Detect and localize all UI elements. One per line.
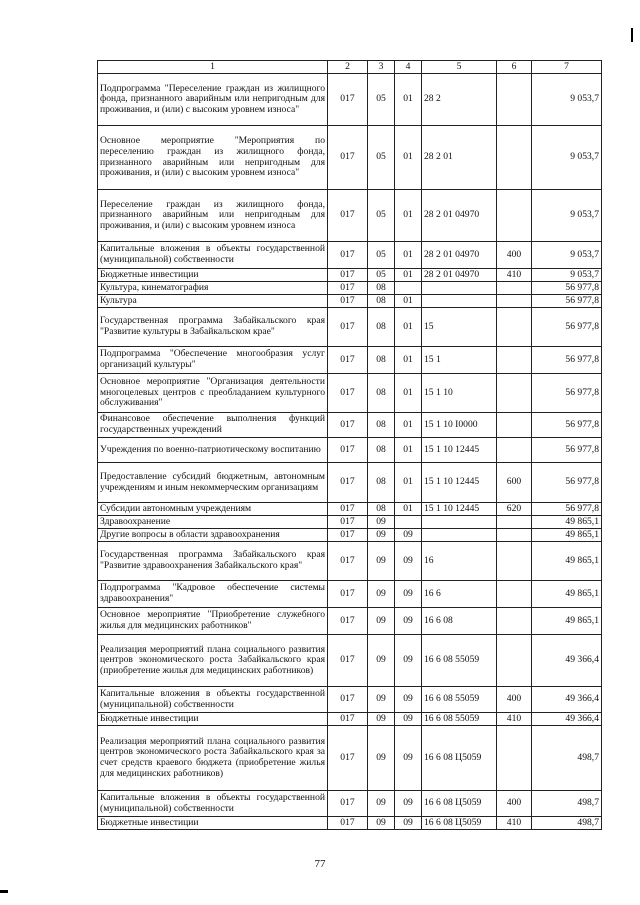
row-name-cell: Культура <box>98 295 328 308</box>
table-row <box>98 516 602 529</box>
row-name-cell: Государственная программа Забайкальского края "Развитие здравоохранения Забайкальского края" <box>98 542 328 581</box>
row-name-cell: Учреждения по военно-патриотическому воспитанию <box>98 438 328 463</box>
row-name-cell: Культура, кинематография <box>98 282 328 295</box>
target-article-cell: 16 <box>422 542 497 581</box>
expense-type-cell <box>497 581 532 608</box>
table-row <box>98 503 602 516</box>
table-row <box>98 687 602 713</box>
scan-artifact <box>631 28 633 42</box>
target-article-cell <box>422 529 497 542</box>
table-header-row <box>98 61 602 74</box>
row-name-cell: Субсидии автономным учреждениям <box>98 503 328 516</box>
table-row <box>98 438 602 463</box>
subsection-cell: 01 <box>395 308 422 347</box>
target-article-cell: 15 1 10 I0000 <box>422 413 497 438</box>
table-row <box>98 308 602 347</box>
row-name-cell: Капитальные вложения в объекты государственной (муниципальной) собственности <box>98 687 328 713</box>
table-row <box>98 282 602 295</box>
subsection-cell: 01 <box>395 126 422 190</box>
target-article-cell <box>422 516 497 529</box>
expense-type-cell <box>497 413 532 438</box>
target-article-cell: 16 6 08 Ц5059 <box>422 817 497 830</box>
gov-code-cell: 017 <box>328 413 368 438</box>
subsection-cell: 09 <box>395 687 422 713</box>
expense-type-cell: 620 <box>497 503 532 516</box>
amount-cell: 498,7 <box>532 726 602 791</box>
row-name-cell: Финансовое обеспечение выполнения функций государственных учреждений <box>98 413 328 438</box>
subsection-cell: 09 <box>395 791 422 817</box>
subsection-cell: 01 <box>395 242 422 269</box>
header-cell: 7 <box>532 61 602 74</box>
amount-cell: 9 053,7 <box>532 242 602 269</box>
section-cell: 08 <box>368 282 395 295</box>
table-row <box>98 413 602 438</box>
row-name-cell: Бюджетные инвестиции <box>98 269 328 282</box>
header-cell: 2 <box>328 61 368 74</box>
table-row <box>98 791 602 817</box>
expense-type-cell <box>497 308 532 347</box>
subsection-cell: 09 <box>395 817 422 830</box>
expense-type-cell <box>497 635 532 687</box>
subsection-cell: 01 <box>395 413 422 438</box>
target-article-cell <box>422 282 497 295</box>
gov-code-cell: 017 <box>328 295 368 308</box>
amount-cell: 9 053,7 <box>532 269 602 282</box>
subsection-cell: 01 <box>395 295 422 308</box>
row-name-cell: Основное мероприятие "Приобретение служебного жилья для медицинских работников" <box>98 608 328 635</box>
gov-code-cell: 017 <box>328 347 368 374</box>
row-name-cell: Реализация мероприятий плана социального развития центров экономического роста Забайкальского края (приобретение жилья для медицинских работников) <box>98 635 328 687</box>
section-cell: 08 <box>368 438 395 463</box>
expense-type-cell <box>497 529 532 542</box>
target-article-cell: 28 2 01 <box>422 126 497 190</box>
amount-cell: 49 865,1 <box>532 581 602 608</box>
gov-code-cell: 017 <box>328 529 368 542</box>
row-name-cell: Бюджетные инвестиции <box>98 817 328 830</box>
amount-cell: 9 053,7 <box>532 74 602 126</box>
section-cell: 05 <box>368 74 395 126</box>
gov-code-cell: 017 <box>328 438 368 463</box>
gov-code-cell: 017 <box>328 242 368 269</box>
row-name-cell: Здравоохранение <box>98 516 328 529</box>
row-name-cell: Капитальные вложения в объекты государственной (муниципальной) собственности <box>98 791 328 817</box>
subsection-cell: 01 <box>395 374 422 413</box>
amount-cell: 56 977,8 <box>532 413 602 438</box>
amount-cell: 49 865,1 <box>532 608 602 635</box>
expense-type-cell <box>497 190 532 242</box>
expense-type-cell <box>497 438 532 463</box>
amount-cell: 498,7 <box>532 791 602 817</box>
row-name-cell: Реализация мероприятий плана социального развития центров экономического роста Забайкальского края за счет средств краевого бюджета (приобретение жилья для медицинских работников) <box>98 726 328 791</box>
row-name-cell: Основное мероприятие "Мероприятия по переселению граждан из жилищного фонда, признанного аварийным или непригодным для проживания, и (или) с высоким уровнем износа" <box>98 126 328 190</box>
subsection-cell: 09 <box>395 726 422 791</box>
amount-cell: 56 977,8 <box>532 438 602 463</box>
subsection-cell: 09 <box>395 608 422 635</box>
amount-cell: 56 977,8 <box>532 308 602 347</box>
gov-code-cell: 017 <box>328 282 368 295</box>
target-article-cell: 15 1 10 <box>422 374 497 413</box>
subsection-cell: 01 <box>395 74 422 126</box>
table-row <box>98 269 602 282</box>
section-cell: 09 <box>368 529 395 542</box>
expense-type-cell: 410 <box>497 817 532 830</box>
table-row <box>98 542 602 581</box>
header-cell: 3 <box>368 61 395 74</box>
amount-cell: 49 366,4 <box>532 687 602 713</box>
section-cell: 08 <box>368 295 395 308</box>
gov-code-cell: 017 <box>328 791 368 817</box>
section-cell: 05 <box>368 269 395 282</box>
amount-cell: 56 977,8 <box>532 503 602 516</box>
amount-cell: 56 977,8 <box>532 347 602 374</box>
table-row <box>98 726 602 791</box>
row-name-cell: Подпрограмма "Кадровое обеспечение системы здравоохранения" <box>98 581 328 608</box>
table-row <box>98 347 602 374</box>
gov-code-cell: 017 <box>328 74 368 126</box>
amount-cell: 56 977,8 <box>532 295 602 308</box>
section-cell: 08 <box>368 347 395 374</box>
row-name-cell: Переселение граждан из жилищного фонда, признанного аварийным или непригодным для проживания, и (или) с высоким уровнем износа <box>98 190 328 242</box>
gov-code-cell: 017 <box>328 463 368 503</box>
subsection-cell: 09 <box>395 713 422 726</box>
amount-cell: 56 977,8 <box>532 463 602 503</box>
table-row <box>98 529 602 542</box>
subsection-cell <box>395 282 422 295</box>
amount-cell: 56 977,8 <box>532 282 602 295</box>
row-name-cell: Основное мероприятие "Организация деятельности многоцелевых центров с преобладанием культурного обслуживания" <box>98 374 328 413</box>
subsection-cell: 09 <box>395 635 422 687</box>
section-cell: 09 <box>368 542 395 581</box>
expense-type-cell <box>497 295 532 308</box>
row-name-cell: Бюджетные инвестиции <box>98 713 328 726</box>
expense-type-cell <box>497 516 532 529</box>
expense-type-cell <box>497 542 532 581</box>
section-cell: 05 <box>368 190 395 242</box>
amount-cell: 498,7 <box>532 817 602 830</box>
table-row <box>98 581 602 608</box>
row-name-cell: Капитальные вложения в объекты государственной (муниципальной) собственности <box>98 242 328 269</box>
expense-type-cell <box>497 608 532 635</box>
target-article-cell: 16 6 08 55059 <box>422 687 497 713</box>
subsection-cell: 01 <box>395 190 422 242</box>
header-cell: 4 <box>395 61 422 74</box>
section-cell: 09 <box>368 713 395 726</box>
gov-code-cell: 017 <box>328 726 368 791</box>
target-article-cell: 28 2 01 04970 <box>422 242 497 269</box>
section-cell: 09 <box>368 635 395 687</box>
table-row <box>98 190 602 242</box>
table-row <box>98 713 602 726</box>
subsection-cell: 09 <box>395 581 422 608</box>
gov-code-cell: 017 <box>328 817 368 830</box>
table-row <box>98 608 602 635</box>
target-article-cell: 16 6 08 55059 <box>422 713 497 726</box>
section-cell: 09 <box>368 791 395 817</box>
expense-type-cell <box>497 374 532 413</box>
subsection-cell: 09 <box>395 542 422 581</box>
section-cell: 09 <box>368 726 395 791</box>
header-cell: 1 <box>98 61 328 74</box>
section-cell: 08 <box>368 503 395 516</box>
amount-cell: 49 366,4 <box>532 713 602 726</box>
expense-type-cell: 410 <box>497 269 532 282</box>
target-article-cell: 16 6 08 Ц5059 <box>422 726 497 791</box>
gov-code-cell: 017 <box>328 581 368 608</box>
gov-code-cell: 017 <box>328 687 368 713</box>
subsection-cell: 01 <box>395 347 422 374</box>
amount-cell: 49 865,1 <box>532 516 602 529</box>
gov-code-cell: 017 <box>328 635 368 687</box>
target-article-cell: 15 1 10 12445 <box>422 438 497 463</box>
amount-cell: 56 977,8 <box>532 374 602 413</box>
header-cell: 5 <box>422 61 497 74</box>
section-cell: 09 <box>368 817 395 830</box>
expense-type-cell <box>497 726 532 791</box>
subsection-cell: 01 <box>395 269 422 282</box>
section-cell: 09 <box>368 608 395 635</box>
table-row <box>98 374 602 413</box>
expense-type-cell: 600 <box>497 463 532 503</box>
expense-type-cell: 400 <box>497 791 532 817</box>
subsection-cell: 01 <box>395 438 422 463</box>
target-article-cell: 16 6 08 Ц5059 <box>422 791 497 817</box>
gov-code-cell: 017 <box>328 126 368 190</box>
expense-type-cell <box>497 347 532 374</box>
table-row <box>98 635 602 687</box>
expense-type-cell <box>497 74 532 126</box>
table-row <box>98 817 602 830</box>
target-article-cell: 15 <box>422 308 497 347</box>
row-name-cell: Предоставление субсидий бюджетным, автономным учреждениям и иным некоммерческим организациям <box>98 463 328 503</box>
target-article-cell: 15 1 <box>422 347 497 374</box>
page-number: 77 <box>314 858 326 870</box>
expense-type-cell <box>497 126 532 190</box>
target-article-cell: 16 6 08 55059 <box>422 635 497 687</box>
subsection-cell: 01 <box>395 463 422 503</box>
section-cell: 05 <box>368 126 395 190</box>
target-article-cell <box>422 295 497 308</box>
gov-code-cell: 017 <box>328 190 368 242</box>
gov-code-cell: 017 <box>328 269 368 282</box>
target-article-cell: 28 2 01 04970 <box>422 190 497 242</box>
expense-type-cell <box>497 282 532 295</box>
amount-cell: 9 053,7 <box>532 126 602 190</box>
budget-table <box>97 60 602 830</box>
header-cell: 6 <box>497 61 532 74</box>
amount-cell: 49 366,4 <box>532 635 602 687</box>
expense-type-cell: 400 <box>497 242 532 269</box>
section-cell: 09 <box>368 687 395 713</box>
scan-artifact <box>0 890 8 893</box>
gov-code-cell: 017 <box>328 608 368 635</box>
table-row <box>98 74 602 126</box>
expense-type-cell: 410 <box>497 713 532 726</box>
subsection-cell <box>395 516 422 529</box>
table-row <box>98 242 602 269</box>
row-name-cell: Подпрограмма "Обеспечение многообразия услуг организаций культуры" <box>98 347 328 374</box>
amount-cell: 49 865,1 <box>532 529 602 542</box>
section-cell: 09 <box>368 516 395 529</box>
gov-code-cell: 017 <box>328 308 368 347</box>
gov-code-cell: 017 <box>328 516 368 529</box>
subsection-cell: 01 <box>395 503 422 516</box>
target-article-cell: 16 6 08 <box>422 608 497 635</box>
table-row <box>98 295 602 308</box>
amount-cell: 9 053,7 <box>532 190 602 242</box>
subsection-cell: 09 <box>395 529 422 542</box>
target-article-cell: 28 2 01 04970 <box>422 269 497 282</box>
gov-code-cell: 017 <box>328 374 368 413</box>
target-article-cell: 15 1 10 12445 <box>422 503 497 516</box>
row-name-cell: Подпрограмма "Переселение граждан из жилищного фонда, признанного аварийным или непригодным для проживания, и (или) с высоким уровнем износа" <box>98 74 328 126</box>
section-cell: 09 <box>368 581 395 608</box>
section-cell: 08 <box>368 413 395 438</box>
table-row <box>98 463 602 503</box>
gov-code-cell: 017 <box>328 713 368 726</box>
gov-code-cell: 017 <box>328 503 368 516</box>
amount-cell: 49 865,1 <box>532 542 602 581</box>
row-name-cell: Другие вопросы в области здравоохранения <box>98 529 328 542</box>
target-article-cell: 16 6 <box>422 581 497 608</box>
section-cell: 08 <box>368 308 395 347</box>
gov-code-cell: 017 <box>328 542 368 581</box>
budget-table-body <box>98 61 602 830</box>
section-cell: 05 <box>368 242 395 269</box>
row-name-cell: Государственная программа Забайкальского края "Развитие культуры в Забайкальском крае" <box>98 308 328 347</box>
table-row <box>98 126 602 190</box>
target-article-cell: 28 2 <box>422 74 497 126</box>
section-cell: 08 <box>368 374 395 413</box>
expense-type-cell: 400 <box>497 687 532 713</box>
section-cell: 08 <box>368 463 395 503</box>
target-article-cell: 15 1 10 12445 <box>422 463 497 503</box>
